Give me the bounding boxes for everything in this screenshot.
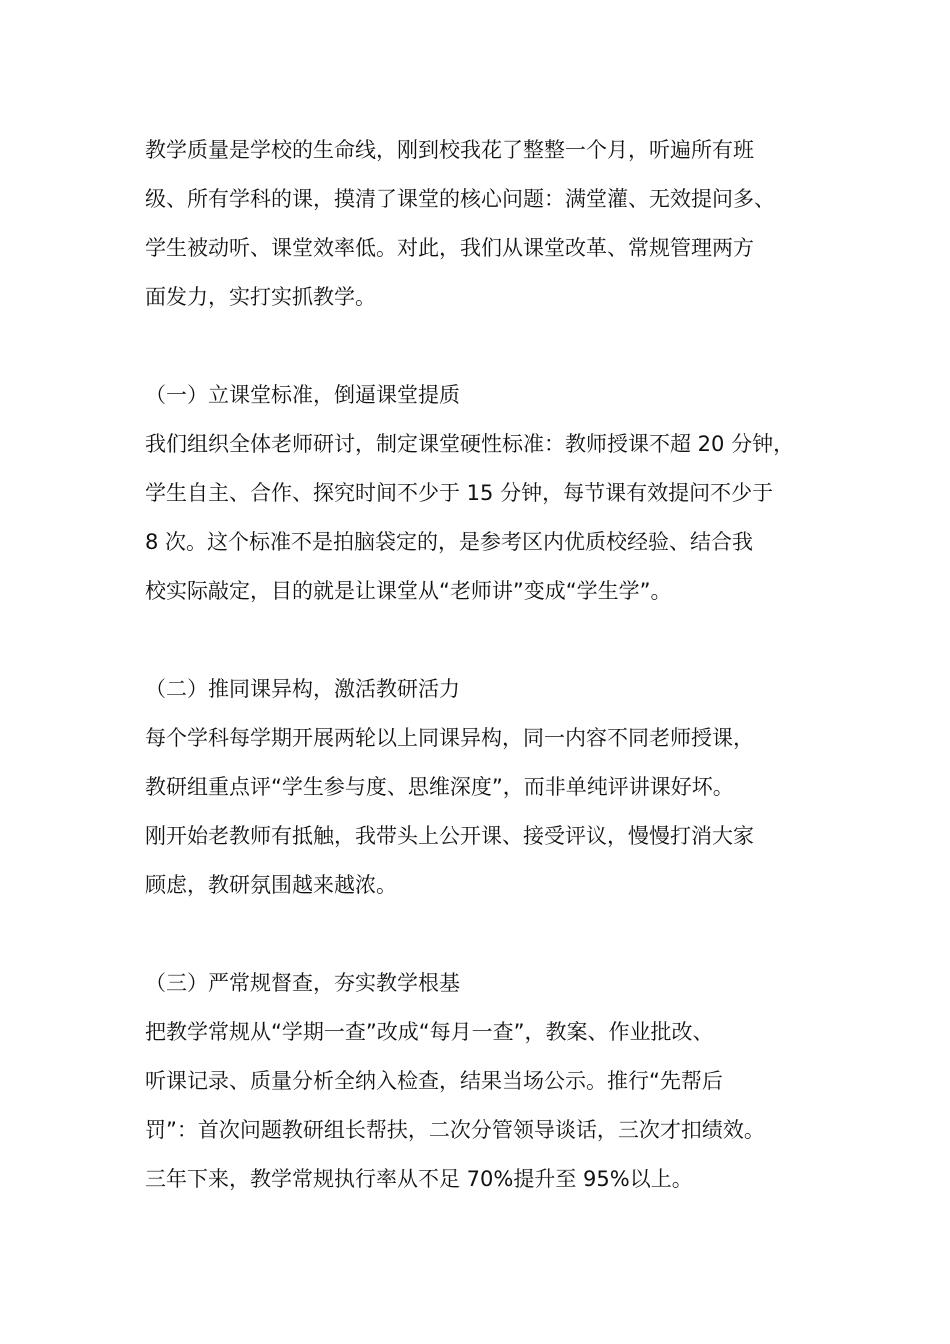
- section-one: [145, 371, 835, 616]
- intro-paragraph: [145, 126, 835, 322]
- section-heading: （三）严常规督查，夯实教学根基: [145, 971, 460, 995]
- section-paragraph: [145, 420, 835, 616]
- section-line: 8 次。这个标准不是拍脑袋定的，是参考区内优质校经验、结合我: [145, 530, 754, 554]
- section-line: 刚开始老教师有抵触，我带头上公开课、接受评议，慢慢打消大家: [145, 824, 754, 848]
- section-heading: （二）推同课异构，激活教研活力: [145, 677, 460, 701]
- section-paragraph: [145, 714, 835, 910]
- section-line: 把教学常规从“学期一查”改成“每月一查”，教案、作业批改、: [145, 1020, 714, 1044]
- section-line: 三年下来，教学常规执行率从不足 70%提升至 95%以上。: [145, 1167, 693, 1191]
- document-body: [145, 126, 835, 1204]
- intro-line: 学生被动听、课堂效率低。对此，我们从课堂改革、常规管理两方: [145, 236, 754, 260]
- section-heading: （一）立课堂标准，倒逼课堂提质: [145, 383, 460, 407]
- section-line: 学生自主、合作、探究时间不少于 15 分钟，每节课有效提问不少于: [145, 481, 774, 505]
- intro-line: 级、所有学科的课，摸清了课堂的核心问题：满堂灌、无效提问多、: [145, 187, 775, 211]
- section-line: 听课记录、质量分析全纳入检查，结果当场公示。推行“先帮后: [145, 1069, 723, 1093]
- paragraph-spacer: [145, 616, 835, 665]
- section-two: [145, 665, 835, 910]
- section-line: 教研组重点评“学生参与度、思维深度”，而非单纯评讲课好坏。: [145, 775, 734, 799]
- intro-line: 教学质量是学校的生命线，刚到校我花了整整一个月，听遍所有班: [145, 138, 754, 162]
- intro-line: 面发力，实打实抓教学。: [145, 285, 376, 309]
- section-line: 我们组织全体老师研讨，制定课堂硬性标准：教师授课不超 20 分钟，: [145, 432, 795, 456]
- section-line: 每个学科每学期开展两轮以上同课异构，同一内容不同老师授课，: [145, 726, 754, 750]
- paragraph-spacer: [145, 910, 835, 959]
- section-three: [145, 959, 835, 1204]
- section-line: 罚”：首次问题教研组长帮扶，二次分管领导谈话，三次才扣绩效。: [145, 1118, 765, 1142]
- section-line: 校实际敲定，目的就是让课堂从“老师讲”变成“学生学”。: [145, 579, 672, 603]
- section-line: 顾虑，教研氛围越来越浓。: [145, 873, 397, 897]
- paragraph-spacer: [145, 322, 835, 371]
- section-paragraph: [145, 1008, 835, 1204]
